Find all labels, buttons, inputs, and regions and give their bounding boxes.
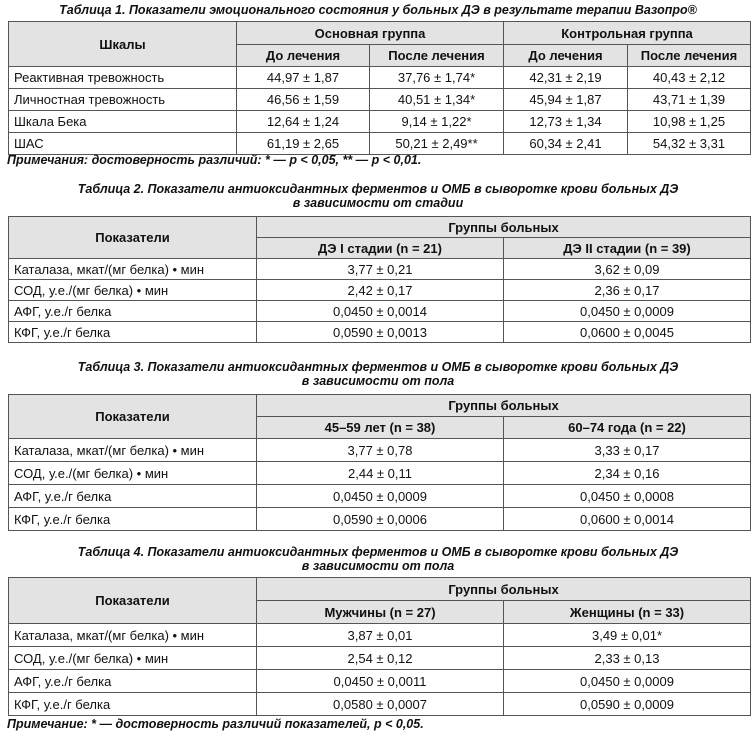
cell-value: 0,0580 ± 0,0007 [257,693,504,716]
table4 [8,577,751,716]
cell-value: 61,19 ± 2,65 [237,133,370,155]
cell-value: 3,62 ± 0,09 [504,259,751,280]
table-row [9,89,751,111]
cell-value: 0,0600 ± 0,0014 [504,508,751,531]
cell-value: 3,49 ± 0,01* [504,624,751,647]
table3 [8,394,751,531]
table2-header-groups: Группы больных [257,217,751,238]
table4-header-women: Женщины (n = 33) [504,601,751,624]
table4-caption-line1: Таблица 4. Показатели антиоксидантных ферментов и ОМБ в сыворотке крови больных ДЭ [77,545,679,559]
row-label: СОД, у.е./(мг белка) • мин [9,647,257,670]
table1-header-main-group: Основная группа [237,22,504,45]
table4-caption [0,545,756,573]
cell-value: 0,0450 ± 0,0008 [504,485,751,508]
table3-caption-line1: Таблица 3. Показатели антиоксидантных ферментов и ОМБ в сыворотке крови больных ДЭ [77,360,679,374]
table3-header-group1: 45–59 лет (n = 38) [257,417,504,439]
table4-note: Примечание: * — достоверность различий показателей, p < 0,05. [7,717,424,731]
cell-value: 9,14 ± 1,22* [370,111,504,133]
table-row [9,67,751,89]
table1-header-main-after: После лечения [370,45,504,67]
cell-value: 44,97 ± 1,87 [237,67,370,89]
table1 [8,21,751,155]
row-label: АФГ, у.е./г белка [9,670,257,693]
table-row [9,508,751,531]
table-row [9,647,751,670]
table2-header-stage2: ДЭ II стадии (n = 39) [504,238,751,259]
cell-value: 0,0600 ± 0,0045 [504,322,751,343]
cell-value: 2,54 ± 0,12 [257,647,504,670]
table-row [9,693,751,716]
cell-value: 3,33 ± 0,17 [504,439,751,462]
cell-value: 54,32 ± 3,31 [628,133,751,155]
table2-caption-line2: в зависимости от стадии [292,196,464,210]
table2-caption-line1: Таблица 2. Показатели антиоксидантных ферментов и ОМБ в сыворотке крови больных ДЭ [77,182,679,196]
table-row [9,322,751,343]
row-label: АФГ, у.е./г белка [9,485,257,508]
table1-caption: Таблица 1. Показатели эмоционального состояния у больных ДЭ в результате терапии Вазопро® [59,3,697,17]
table-row [9,485,751,508]
cell-value: 0,0450 ± 0,0009 [504,670,751,693]
table4-header-parameters: Показатели [9,578,257,624]
cell-value: 0,0450 ± 0,0014 [257,301,504,322]
cell-value: 3,77 ± 0,21 [257,259,504,280]
cell-value: 10,98 ± 1,25 [628,111,751,133]
cell-value: 12,64 ± 1,24 [237,111,370,133]
table4-header-men: Мужчины (n = 27) [257,601,504,624]
cell-value: 2,44 ± 0,11 [257,462,504,485]
row-label: АФГ, у.е./г белка [9,301,257,322]
row-label: КФГ, у.е./г белка [9,508,257,531]
cell-value: 0,0450 ± 0,0009 [257,485,504,508]
cell-value: 2,36 ± 0,17 [504,280,751,301]
table-row [9,670,751,693]
cell-value: 0,0590 ± 0,0009 [504,693,751,716]
cell-value: 0,0590 ± 0,0013 [257,322,504,343]
row-label: Личностная тревожность [9,89,237,111]
table1-header-control-group: Контрольная группа [504,22,751,45]
table3-header-parameters: Показатели [9,395,257,439]
cell-value: 45,94 ± 1,87 [504,89,628,111]
table-row [9,301,751,322]
table2-header-stage1: ДЭ I стадии (n = 21) [257,238,504,259]
row-label: КФГ, у.е./г белка [9,322,257,343]
cell-value: 3,87 ± 0,01 [257,624,504,647]
cell-value: 3,77 ± 0,78 [257,439,504,462]
row-label: Каталаза, мкат/(мг белка) • мин [9,439,257,462]
row-label: Шкала Бека [9,111,237,133]
table1-note: Примечания: достоверность различий: * — p < 0,05, ** — p < 0,01. [7,153,422,167]
cell-value: 2,42 ± 0,17 [257,280,504,301]
table3-header-groups: Группы больных [257,395,751,417]
table2 [8,216,751,343]
row-label: Реактивная тревожность [9,67,237,89]
table-row [9,462,751,485]
cell-value: 37,76 ± 1,74* [370,67,504,89]
row-label: СОД, у.е./(мг белка) • мин [9,280,257,301]
cell-value: 60,34 ± 2,41 [504,133,628,155]
row-label: СОД, у.е./(мг белка) • мин [9,462,257,485]
table2-header-parameters: Показатели [9,217,257,259]
cell-value: 46,56 ± 1,59 [237,89,370,111]
cell-value: 40,43 ± 2,12 [628,67,751,89]
table3-caption [0,360,756,388]
row-label: ШАС [9,133,237,155]
table3-header-group2: 60–74 года (n = 22) [504,417,751,439]
table1-header-control-before: До лечения [504,45,628,67]
table-row [9,624,751,647]
cell-value: 40,51 ± 1,34* [370,89,504,111]
cell-value: 0,0450 ± 0,0009 [504,301,751,322]
cell-value: 2,33 ± 0,13 [504,647,751,670]
cell-value: 2,34 ± 0,16 [504,462,751,485]
cell-value: 43,71 ± 1,39 [628,89,751,111]
cell-value: 0,0450 ± 0,0011 [257,670,504,693]
table4-header-groups: Группы больных [257,578,751,601]
cell-value: 0,0590 ± 0,0006 [257,508,504,531]
cell-value: 42,31 ± 2,19 [504,67,628,89]
table-row [9,439,751,462]
table2-caption [0,182,756,210]
table-row [9,111,751,133]
table1-header-main-before: До лечения [237,45,370,67]
cell-value: 50,21 ± 2,49** [370,133,504,155]
row-label: Каталаза, мкат/(мг белка) • мин [9,624,257,647]
table1-header-control-after: После лечения [628,45,751,67]
table4-caption-line2: в зависимости от пола [301,559,455,573]
table-row [9,133,751,155]
cell-value: 12,73 ± 1,34 [504,111,628,133]
table1-header-scales: Шкалы [9,22,237,67]
table3-caption-line2: в зависимости от пола [301,374,455,388]
row-label: КФГ, у.е./г белка [9,693,257,716]
table-row [9,259,751,280]
table-row [9,280,751,301]
row-label: Каталаза, мкат/(мг белка) • мин [9,259,257,280]
